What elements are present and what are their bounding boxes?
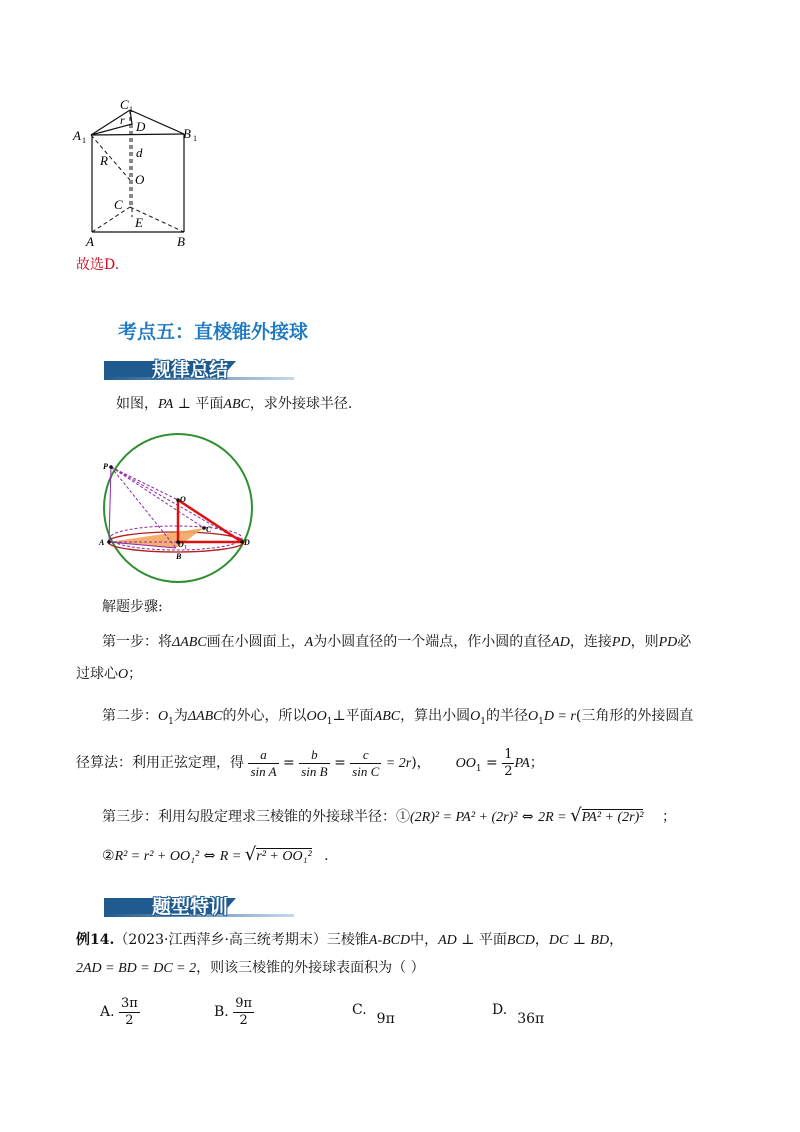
steps-header: 解题步骤: (102, 599, 163, 615)
label-a-2: A (99, 538, 105, 547)
label-small-d: d (136, 145, 143, 160)
example-label: 例14. (76, 932, 115, 948)
option-a[interactable]: A. $\frac{3\pi}{2}$ (100, 995, 138, 1028)
label-o: O (135, 172, 145, 187)
prism-figure (70, 92, 210, 252)
label-big-r: R (100, 153, 108, 168)
label-a1: A (73, 128, 81, 143)
label-p: P (103, 462, 108, 471)
step3-line1: 第三步：利用勾股定理求三棱锥的外接球半径：①(2R)² = PA² + (2r)² ⇔ 2R = √PA² + (2r)² ； (102, 805, 676, 826)
step3-line2: ②R² = r² + OO₁² ⇔ R = √r² + OO₁² . (102, 844, 329, 865)
sphere-figure (96, 428, 266, 593)
label-c: C (114, 197, 123, 212)
label-b-2: B (176, 552, 182, 561)
step1-line1: 第一步：将ΔABC画在小圆面上，A为小圆直径的一个端点，作小圆的直径AD，连接PD，则PD必 (102, 634, 692, 650)
label-d-2: D (244, 538, 250, 547)
label-c-2: C (206, 525, 212, 534)
label-a1-sub: 1 (82, 136, 86, 145)
label-d: D (136, 119, 146, 134)
banner-practice-label: 题型特训 (152, 896, 229, 918)
label-o-center: O (180, 495, 186, 504)
example-line2: 2AD = BD = DC = 2，则该三棱锥的外接球表面积为（ ） (76, 960, 425, 976)
option-c[interactable]: C.9π (352, 1002, 395, 1027)
label-b1-sub: 1 (193, 134, 197, 143)
label-c1: C (120, 97, 129, 112)
answer-conclusion: 故选D. (76, 257, 120, 273)
step1-line2: 过球心O； (76, 666, 143, 682)
banner-summary-label: 规律总结 (152, 359, 229, 381)
label-o1-sub: 1 (184, 545, 187, 551)
step2-line2: 径算法：利用正弦定理，得 $\frac{a}{\text{sin A}}$ = $\frac{b}{\text{sin B}}$ = $\frac{c}{\text{sin C}}$ = 2r)， $OO_1$ = $\frac{1}{2}$ PA； (76, 746, 544, 779)
label-o1: O (178, 540, 184, 549)
option-b[interactable]: B. $\frac{9\pi}{2}$ (214, 995, 253, 1028)
label-c1-sub: 1 (129, 105, 133, 114)
example-line1: 例14.（2023·江西萍乡·高三统考期末）三棱锥A-BCD中，AD ⊥ 平面BCD，DC ⊥ BD， (76, 932, 624, 948)
step2-line1: 第二步：$O_1$为ΔABC的外心，所以$OO_1\perp$平面ABC，算出小圆$O_1$的半径$O_1D = r$(三角形的外接圆直 (102, 708, 694, 727)
label-b1: B (183, 126, 191, 141)
intro-line: 如图，PA ⊥ 平面ABC，求外接球半径. (116, 396, 353, 412)
label-a: A (86, 234, 94, 249)
banner-practice (104, 894, 304, 920)
label-e: E (135, 215, 143, 230)
banner-summary (104, 357, 304, 383)
label-b: B (177, 234, 185, 249)
option-d[interactable]: D.36π (492, 1002, 545, 1027)
label-r: r (120, 113, 125, 127)
section-title: 考点五：直棱锥外接球 (118, 321, 309, 343)
